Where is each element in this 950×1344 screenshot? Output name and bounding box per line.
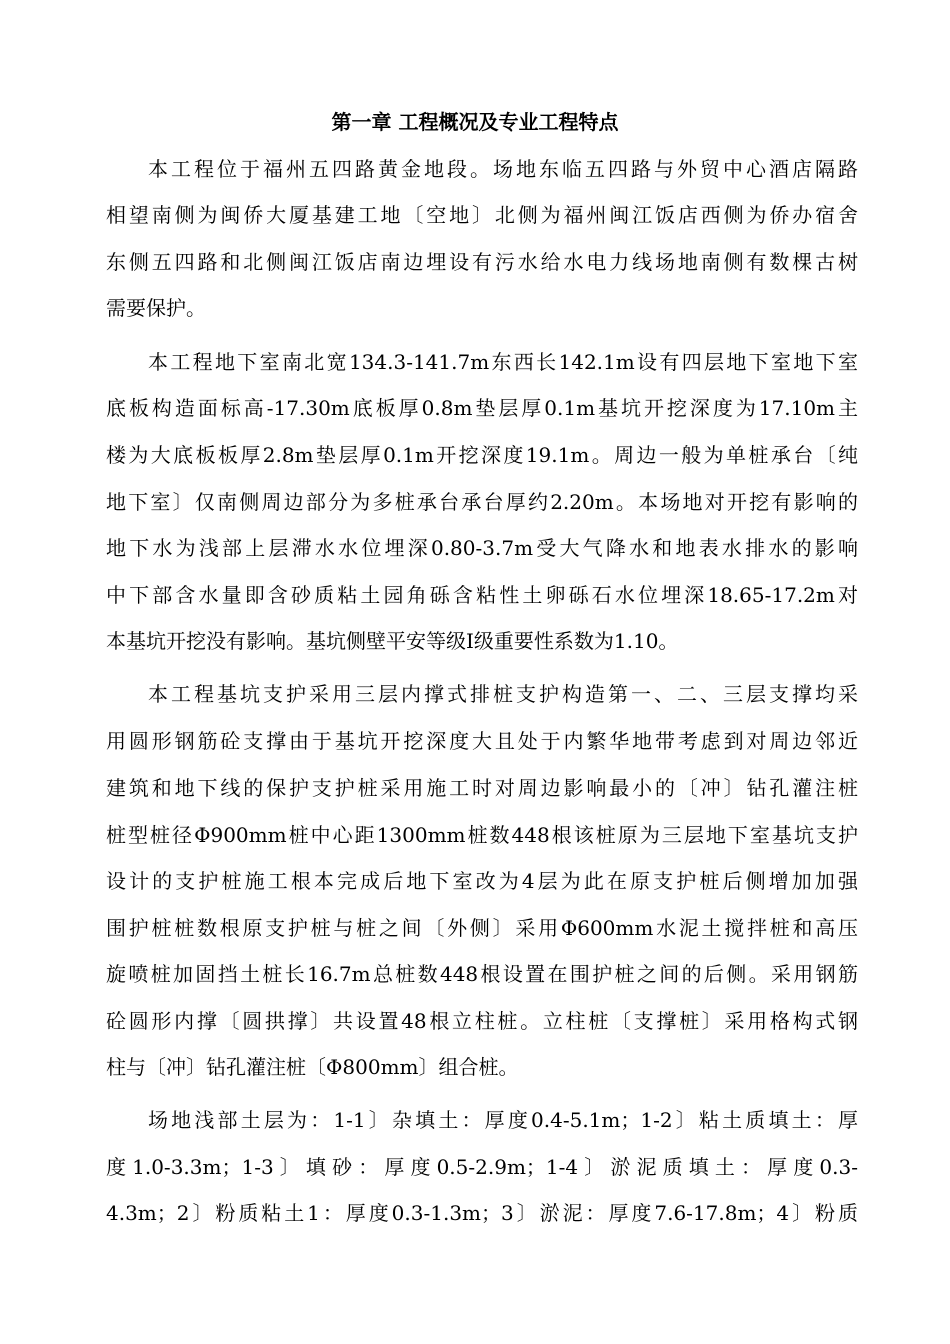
paragraph-line: 地下水为浅部上层滞水水位埋深0.80-3.7m受大气降水和地表水排水的影响 — [106, 536, 858, 560]
paragraph-line: 东侧五四路和北侧闽江饭店南边埋设有污水给水电力线场地南侧有数棵古树 — [106, 250, 858, 274]
paragraph-line: 围护桩桩数根原支护桩与桩之间〔外侧〕采用Φ600mm水泥土搅拌桩和高压 — [106, 916, 858, 940]
paragraph-line: 度1.0-3.3m；1-3〕填砂：厚度0.5-2.9m；1-4〕淤泥质填土：厚度0.3- — [106, 1155, 858, 1179]
paragraph-line: 建筑和地下线的保护支护桩采用施工时对周边影响最小的〔冲〕钻孔灌注桩 — [106, 776, 858, 800]
paragraph-line: 本基坑开挖没有影响。基坑侧壁平安等级Ⅰ级重要性系数为1.10。 — [106, 629, 679, 653]
paragraph-line: 本工程基坑支护采用三层内撑式排桩支护构造第一、二、三层支撑均采 — [148, 682, 858, 706]
paragraph-line: 地下室〕仅南侧周边部分为多桩承台承台厚约2.20m。本场地对开挖有影响的 — [106, 490, 858, 514]
paragraph-line: 用圆形钢筋砼支撑由于基坑开挖深度大且处于内繁华地带考虑到对周边邻近 — [106, 729, 858, 753]
paragraph-line: 设计的支护桩施工根本完成后地下室改为4层为此在原支护桩后侧增加加强 — [106, 869, 858, 893]
paragraph-line: 4.3m；2〕粉质粘土1：厚度0.3-1.3m；3〕淤泥：厚度7.6-17.8m；4〕粉质 — [106, 1201, 858, 1225]
paragraph-line: 需要保护。 — [106, 296, 206, 320]
paragraph-line: 旋喷桩加固挡土桩长16.7m总桩数448根设置在围护桩之间的后侧。采用钢筋 — [106, 962, 858, 986]
paragraph-line: 本工程位于福州五四路黄金地段。场地东临五四路与外贸中心酒店隔路 — [148, 157, 858, 181]
paragraph-line: 场地浅部土层为：1-1〕杂填土：厚度0.4-5.1m；1-2〕粘土质填土：厚 — [148, 1108, 858, 1132]
paragraph-line: 砼圆形内撑〔圆拱撑〕共设置48根立柱桩。立柱桩〔支撑桩〕采用格构式钢 — [106, 1009, 858, 1033]
paragraph-line: 楼为大底板板厚2.8m垫层厚0.1m开挖深度19.1m。周边一般为单桩承台〔纯 — [106, 443, 858, 467]
paragraph-line: 相望南侧为闽侨大厦基建工地〔空地〕北侧为福州闽江饭店西侧为侨办宿舍 — [106, 203, 858, 227]
paragraph-line: 柱与〔冲〕钻孔灌注桩〔Φ800mm〕组合桩。 — [106, 1055, 519, 1079]
paragraph-line: 底板构造面标高-17.30m底板厚0.8m垫层厚0.1m基坑开挖深度为17.10m主 — [106, 396, 858, 420]
paragraph-line: 中下部含水量即含砂质粘土园角砾含粘性土卵砾石水位埋深18.65-17.2m对 — [106, 583, 858, 607]
paragraph-line: 本工程地下室南北宽134.3-141.7m东西长142.1m设有四层地下室地下室 — [148, 350, 858, 374]
paragraph-line: 桩型桩径Φ900mm桩中心距1300mm桩数448根该桩原为三层地下室基坑支护 — [106, 823, 858, 847]
chapter-title: 第一章 工程概况及专业工程特点 — [331, 110, 619, 134]
